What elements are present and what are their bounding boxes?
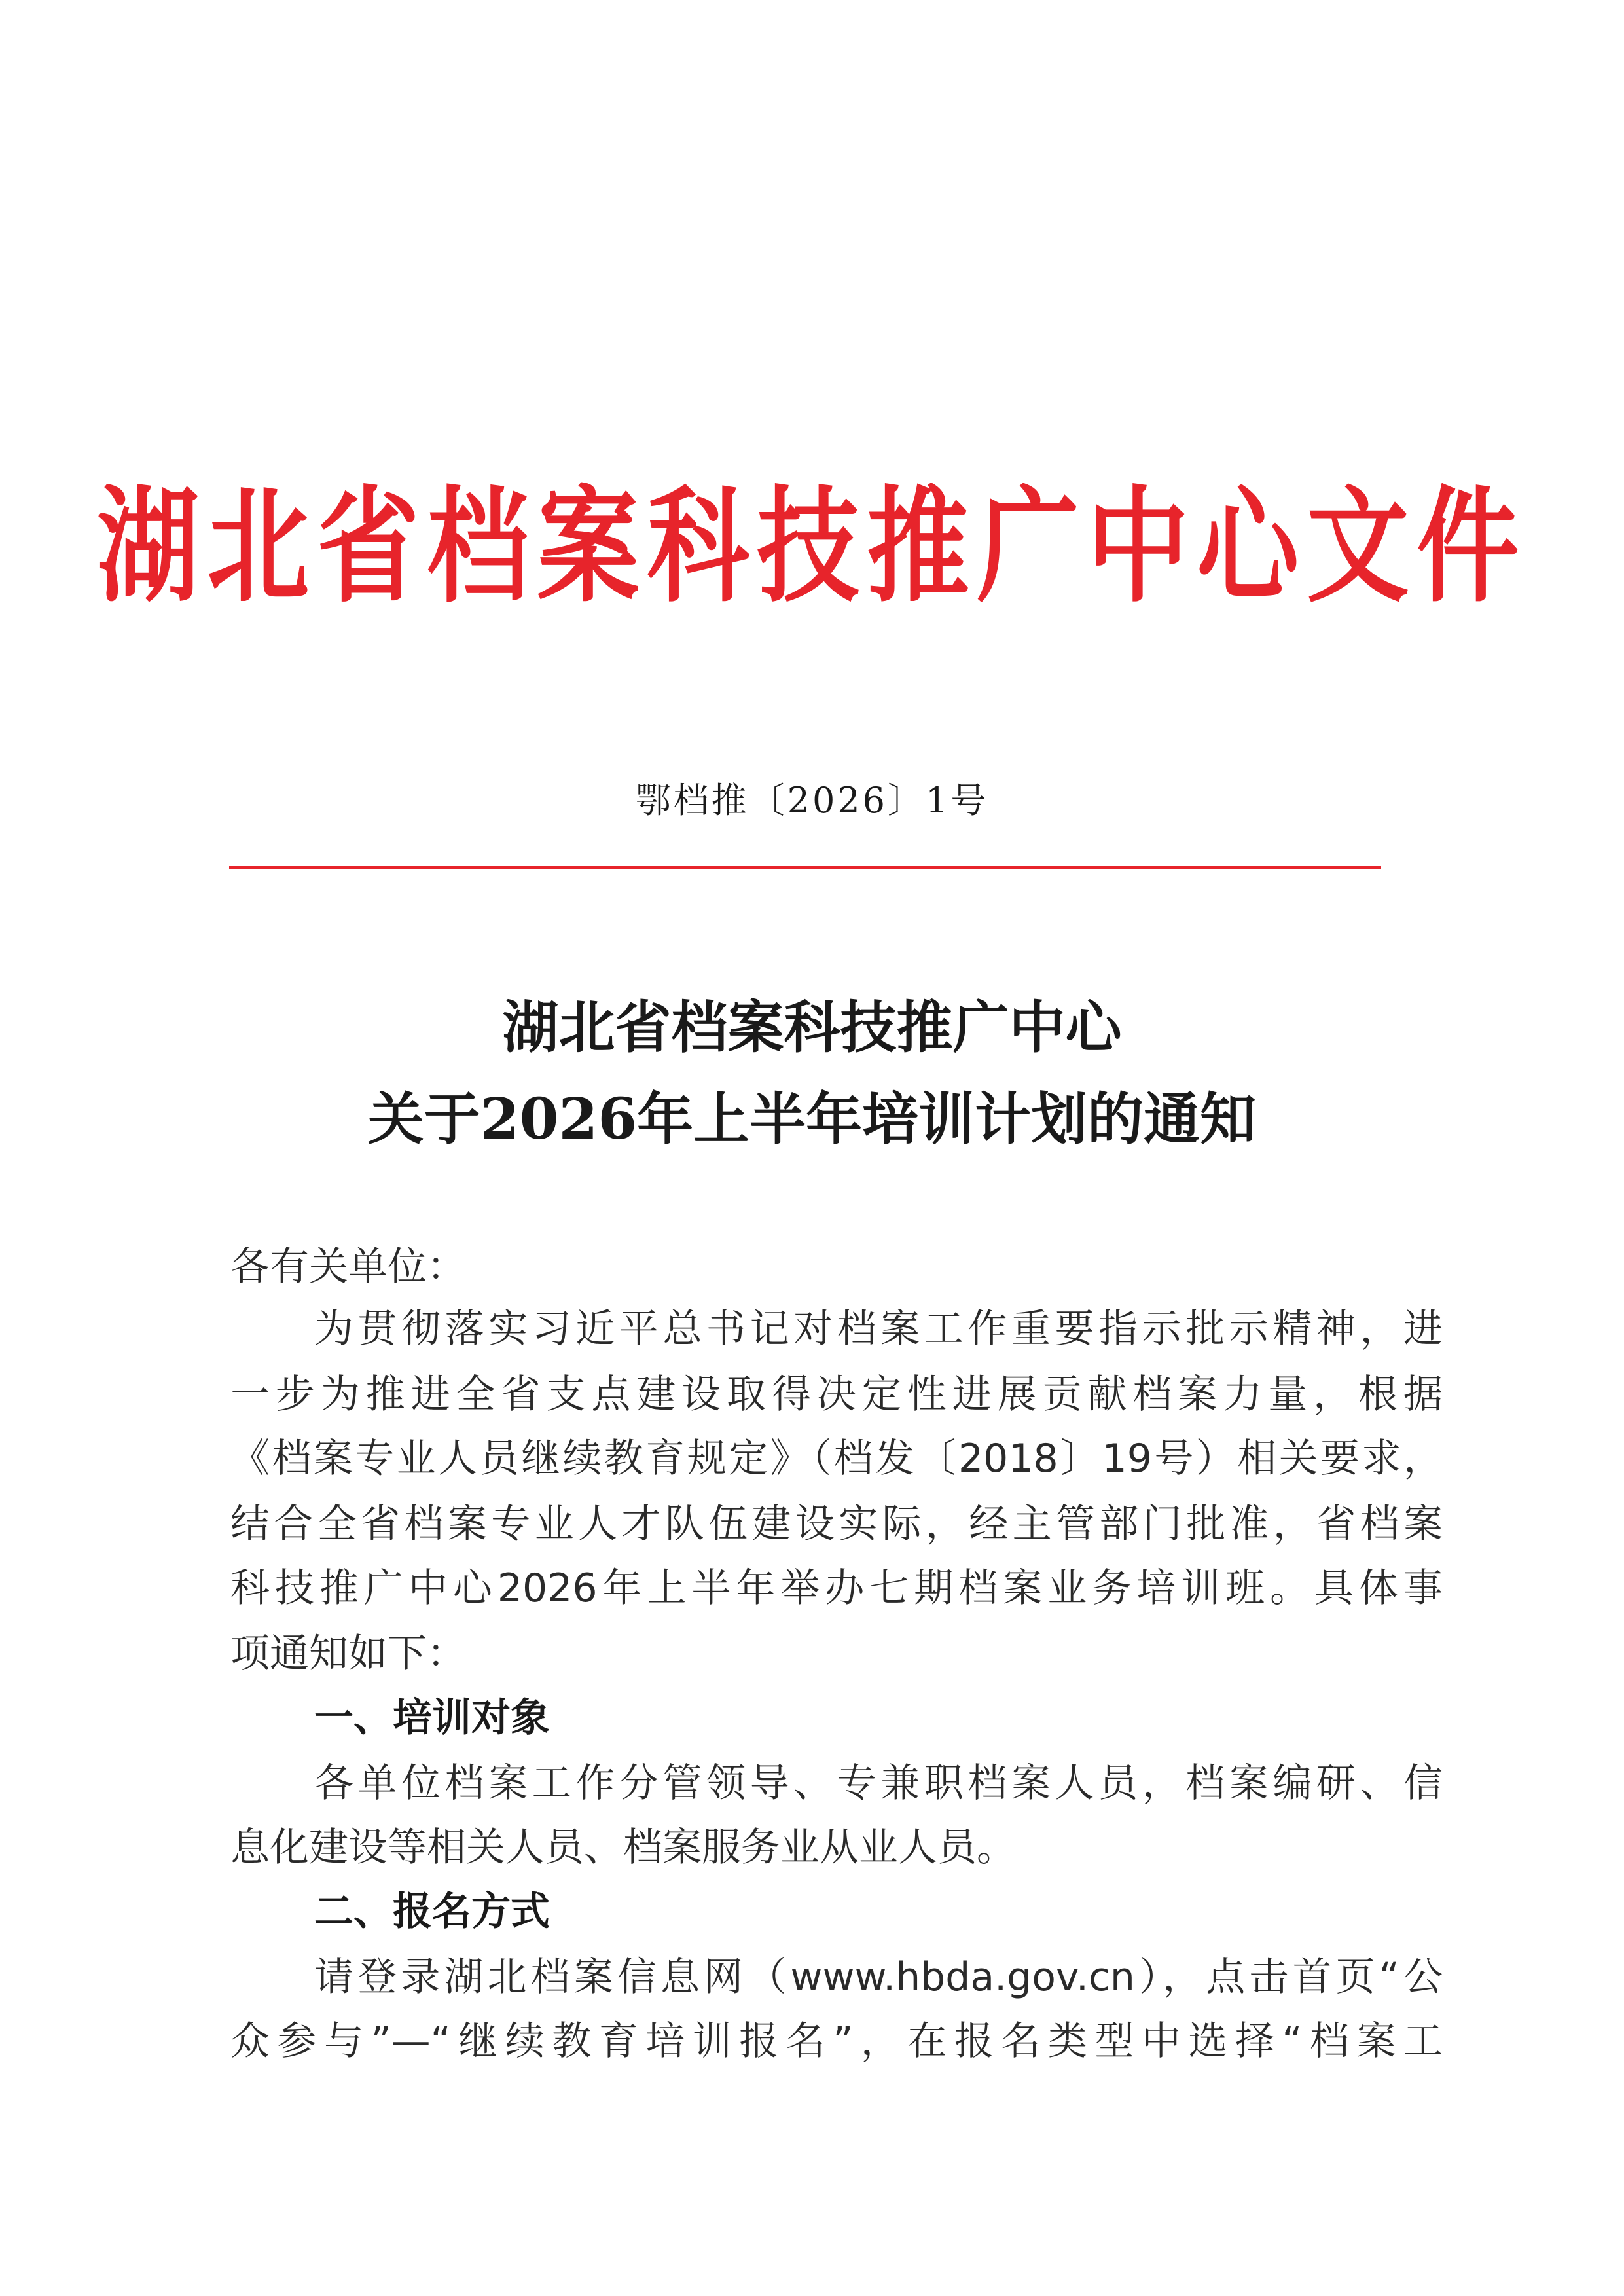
salutation: 各有关单位： — [230, 1244, 466, 1290]
intro-line: 科技推广中心2026年上半年举办七期档案业务培训班。具体事 — [230, 1565, 1443, 1611]
section-2-line: 请登录湖北档案信息网（www.hbda.gov.cn），点击首页“公 — [314, 1954, 1443, 2000]
notice-title-line-2: 关于2026年上半年培训计划的通知 — [367, 1086, 1257, 1152]
section-1-line: 各单位档案工作分管领导、专兼职档案人员，档案编研、信 — [314, 1760, 1443, 1806]
section-2-line: 众参与”—“继续教育培训报名”，在报名类型中选择“档案工 — [230, 2018, 1443, 2064]
intro-line: 一步为推进全省支点建设取得决定性进展贡献档案力量，根据 — [230, 1372, 1443, 1417]
red-separator-line — [229, 866, 1381, 869]
notice-title-line-1: 湖北省档案科技推广中心 — [502, 994, 1122, 1061]
document-number: 鄂档推〔2026〕1号 — [635, 780, 989, 821]
section-heading-registration: 二、报名方式 — [314, 1889, 550, 1935]
section-heading-training-target: 一、培训对象 — [314, 1695, 550, 1741]
intro-line: 结合全省档案专业人才队伍建设实际，经主管部门批准，省档案 — [230, 1501, 1443, 1547]
section-1-line: 息化建设等相关人员、档案服务业从业人员。 — [230, 1825, 1016, 1870]
issuer-red-header: 湖北省档案科技推广中心文件 — [97, 473, 1527, 619]
intro-line: 项通知如下： — [230, 1631, 466, 1677]
intro-line: 《档案专业人员继续教育规定》（档发〔2018〕19号）相关要求， — [230, 1436, 1443, 1482]
intro-line: 为贯彻落实习近平总书记对档案工作重要指示批示精神，进 — [314, 1306, 1443, 1352]
